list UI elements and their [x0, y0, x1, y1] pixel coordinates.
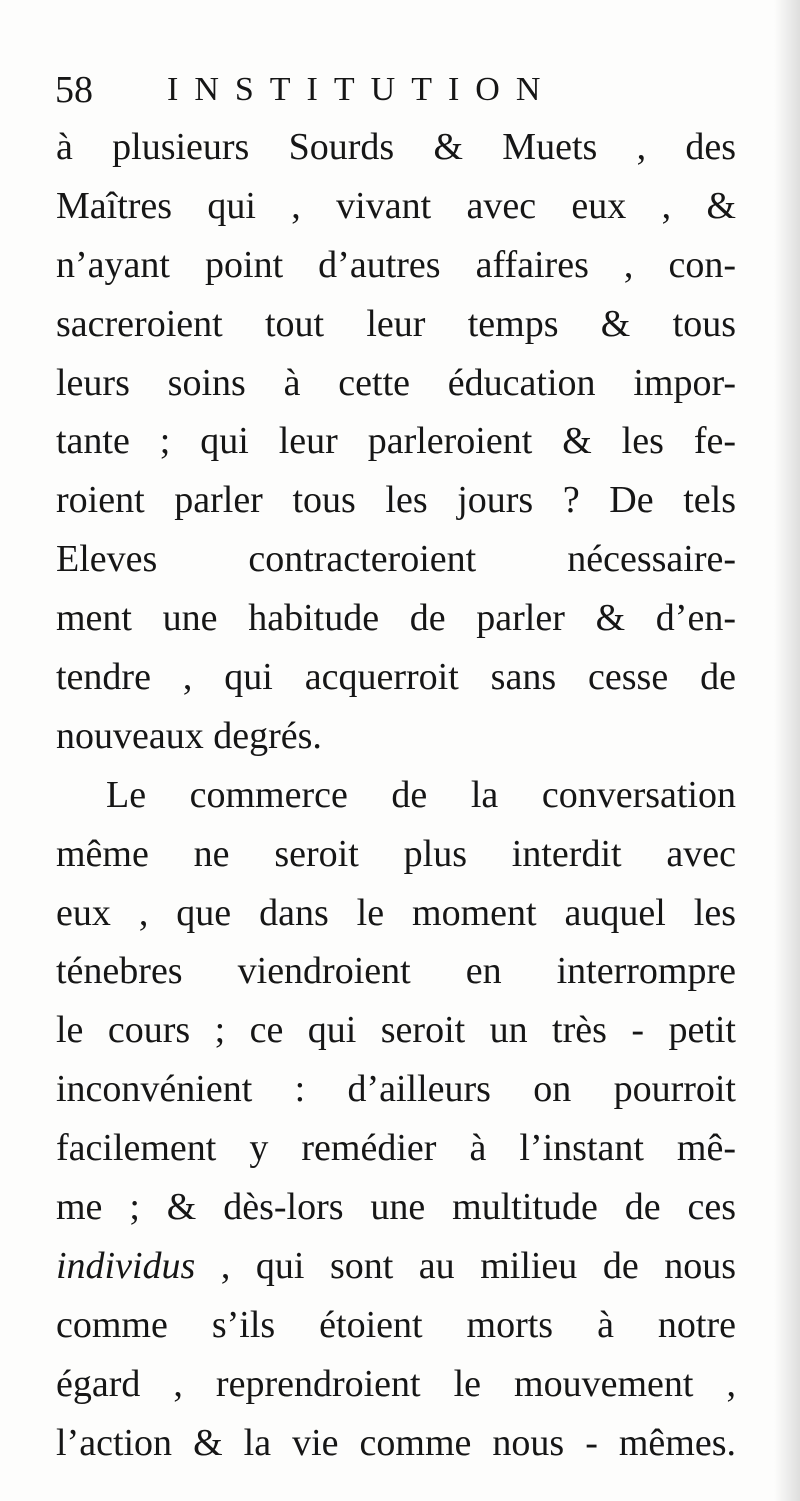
text-line: tendre , qui acquerroit sans cesse de	[56, 656, 736, 699]
text-line: leurs soins à cette éducation impor-	[56, 361, 736, 404]
running-head: INSTITUTION	[167, 71, 557, 108]
text-line: tante ; qui leur parleroient & les fe-	[56, 420, 736, 463]
page-edge-shadow	[774, 0, 800, 1501]
text-line: Maîtres qui , vivant avec eux , &	[56, 184, 736, 227]
text-line: n’ayant point d’autres affaires , con-	[56, 243, 736, 286]
text-line: même ne seroit plus interdit avec	[56, 832, 736, 875]
text-line: à plusieurs Sourds & Muets , des	[56, 126, 736, 168]
text-line: roient parler tous les jours ? De tels	[56, 479, 736, 522]
italic-word: individus	[56, 1244, 196, 1287]
text-line: eux , que dans le moment auquel les	[56, 891, 736, 934]
text-line: égard , reprendroient le mouvement ,	[56, 1362, 736, 1405]
text-line: le cours ; ce qui seroit un très - petit	[56, 1009, 736, 1052]
text-line: inconvénient : d’ailleurs on pourroit	[56, 1068, 736, 1111]
line-remainder: , qui sont au milieu de nous	[195, 1244, 736, 1287]
text-line: l’action & la vie comme nous - mêmes.	[56, 1421, 736, 1464]
text-line-with-italic	[56, 1237, 736, 1296]
page-header	[55, 60, 745, 120]
text-line: facilement y remédier à l’instant mê-	[56, 1127, 736, 1170]
paragraph-start-line: Le commerce de la conversation	[106, 773, 736, 816]
text-line: ment une habitude de parler & d’en-	[56, 597, 736, 640]
text-line: sacreroient tout leur temps & tous	[56, 302, 736, 345]
body-text	[56, 118, 736, 1472]
page-number: 58	[55, 69, 93, 111]
text-line: comme s’ils étoient morts à notre	[56, 1303, 736, 1346]
text-line: me ; & dès-lors une multitude de ces	[56, 1186, 736, 1229]
paragraph-end-line: nouveaux degrés.	[56, 714, 322, 757]
text-line: Eleves contracteroient nécessaire-	[56, 538, 736, 581]
text-line: ténebres viendroient en interrompre	[56, 950, 736, 993]
